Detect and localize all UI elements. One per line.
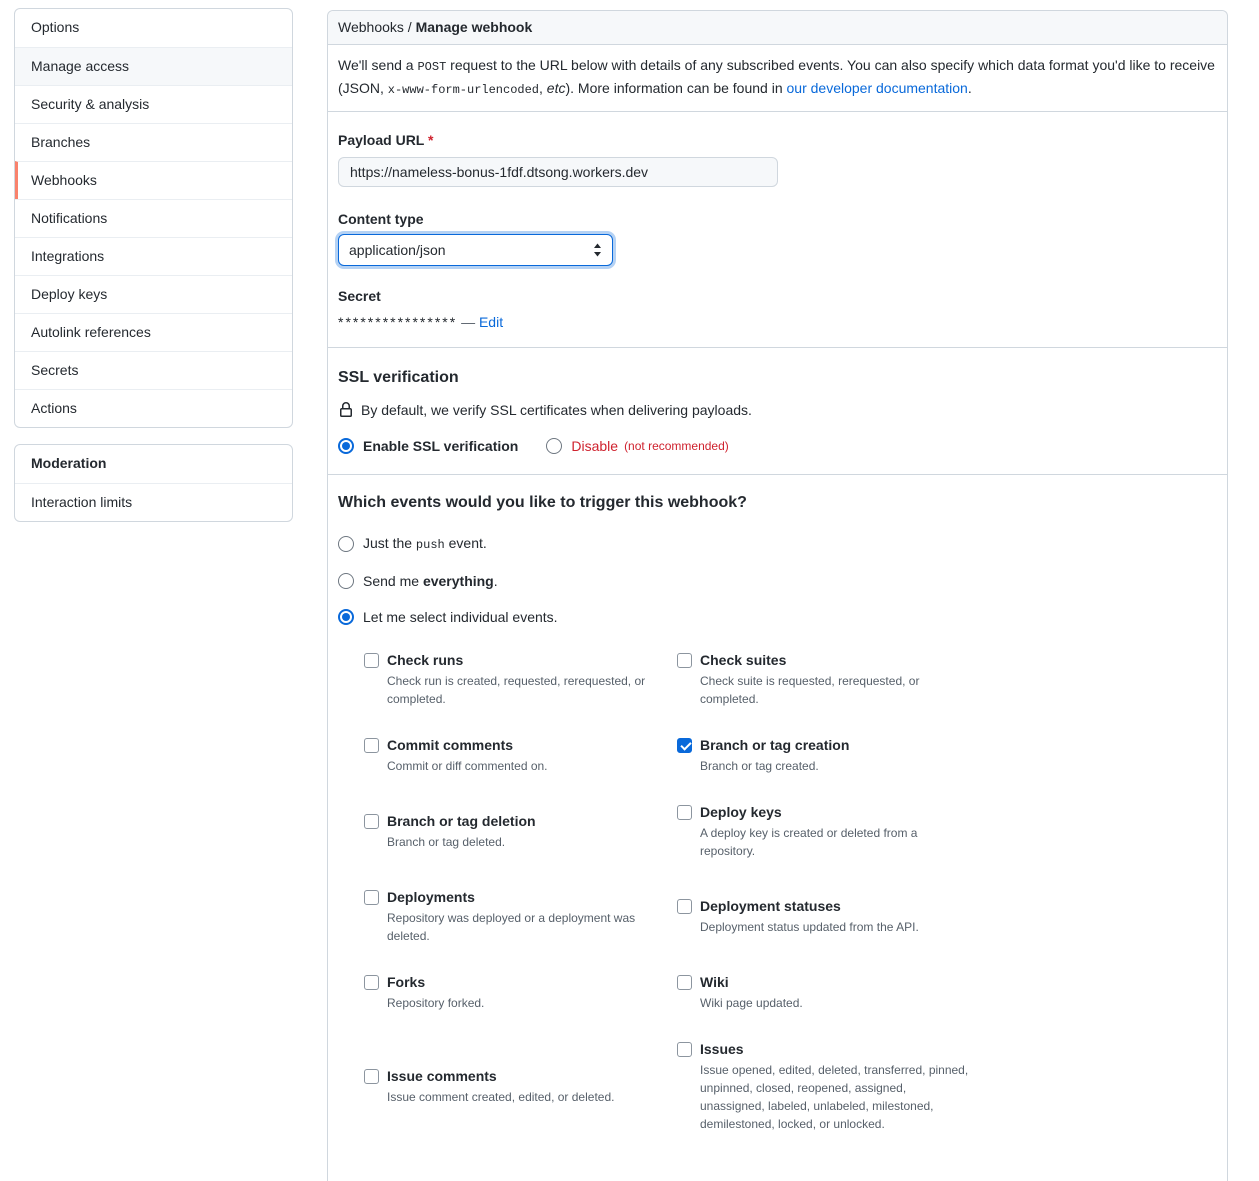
event-cell — [677, 651, 990, 736]
settings-sidebar — [14, 8, 293, 522]
deployment-statuses-option[interactable] — [677, 897, 990, 915]
issues-option[interactable] — [677, 1040, 990, 1058]
event-grid-row — [364, 973, 990, 1040]
individual-events-label: Let me select individual events. — [363, 609, 558, 625]
secret-edit-link[interactable]: Edit — [478, 314, 504, 330]
sidebar-item-branches[interactable]: Branches — [15, 123, 292, 161]
secret-separator: — — [461, 314, 476, 330]
event-description: Check suite is requested, rerequested, or completed. — [700, 674, 920, 706]
event-description: Wiki page updated. — [700, 996, 803, 1010]
event-title: Issues — [700, 1041, 744, 1057]
issue-comments-option[interactable] — [364, 1067, 677, 1085]
required-asterisk: * — [428, 132, 434, 148]
event-description: Check run is created, requested, rerequested, or completed. — [387, 674, 646, 706]
moderation-nav-group — [14, 444, 293, 522]
disable-ssl-note: (not recommended) — [624, 439, 729, 453]
event-cell — [364, 1040, 677, 1161]
secret-value-row — [338, 314, 1217, 331]
deploy-keys-option[interactable] — [677, 803, 990, 821]
manage-webhook-panel — [327, 10, 1228, 1181]
event-grid-row — [364, 803, 990, 888]
event-cell — [677, 973, 990, 1040]
event-title: Forks — [387, 974, 426, 990]
deployments-option[interactable] — [364, 888, 677, 906]
intro-text: . — [967, 80, 972, 96]
event-title: Commit comments — [387, 737, 514, 753]
payload-url-input[interactable] — [338, 157, 778, 187]
ssl-radio-group — [338, 438, 1217, 454]
urlencoded-code: x-www-form-urlencoded — [387, 83, 540, 97]
branch-tag-deletion-option[interactable] — [364, 812, 677, 830]
etc-text: etc — [546, 80, 566, 96]
developer-documentation-link[interactable]: our developer documentation — [786, 80, 968, 96]
event-checkbox-grid — [364, 651, 990, 1161]
enable-ssl-radio-option[interactable] — [338, 438, 518, 454]
sidebar-item-integrations[interactable]: Integrations — [15, 237, 292, 275]
event-cell — [364, 973, 677, 1040]
event-title: Branch or tag deletion — [387, 813, 536, 829]
breadcrumb-current-page: Manage webhook — [415, 19, 533, 35]
issues-checkbox[interactable] — [677, 1042, 692, 1057]
event-description: Issue opened, edited, deleted, transferred, pinned, unpinned, closed, reopened, assigned, unassigned, labeled, unlabeled, milestoned, demilestoned, locked, or unlocked. — [700, 1063, 969, 1131]
branch-tag-creation-checkbox[interactable] — [677, 738, 692, 753]
event-title: Deploy keys — [700, 804, 782, 820]
event-cell — [677, 736, 990, 803]
sidebar-item-interaction-limits[interactable]: Interaction limits — [15, 483, 292, 521]
sidebar-item-security-analysis[interactable]: Security & analysis — [15, 85, 292, 123]
event-description: Repository forked. — [387, 996, 485, 1010]
forks-checkbox[interactable] — [364, 975, 379, 990]
deploy-keys-checkbox[interactable] — [677, 805, 692, 820]
select-arrows-icon — [593, 243, 602, 257]
ssl-note-text: By default, we verify SSL certificates when delivering payloads. — [361, 402, 752, 418]
check-runs-option[interactable] — [364, 651, 677, 669]
send-everything-radio[interactable] — [338, 573, 354, 589]
sidebar-item-autolink-references[interactable]: Autolink references — [15, 313, 292, 351]
event-title: Wiki — [700, 974, 729, 990]
secret-label: Secret — [338, 288, 381, 304]
content-type-select[interactable] — [338, 234, 613, 266]
content-type-selected-value: application/json — [349, 242, 446, 258]
event-grid-row — [364, 651, 990, 736]
event-grid-row — [364, 736, 990, 803]
event-cell — [677, 888, 990, 973]
breadcrumb-separator: / — [403, 19, 416, 35]
event-cell — [364, 736, 677, 803]
event-title: Check suites — [700, 652, 787, 668]
disable-ssl-radio[interactable] — [546, 438, 562, 454]
ssl-note-row — [338, 402, 1217, 418]
individual-events-radio-option[interactable] — [338, 609, 1217, 625]
check-suites-option[interactable] — [677, 651, 990, 669]
sidebar-item-options[interactable]: Options — [31, 19, 80, 35]
forks-option[interactable] — [364, 973, 677, 991]
event-grid-row — [364, 888, 990, 973]
ssl-verification-section — [328, 348, 1227, 475]
check-runs-checkbox[interactable] — [364, 653, 379, 668]
sidebar-item-webhooks[interactable]: Webhooks — [15, 161, 292, 199]
sidebar-item-secrets[interactable]: Secrets — [15, 351, 292, 389]
event-description: Commit or diff commented on. — [387, 759, 548, 773]
event-cell — [677, 803, 990, 888]
moderation-group-header: Moderation — [31, 455, 107, 471]
event-description: A deploy key is created or deleted from a repository. — [700, 826, 918, 858]
intro-text: ). More information can be found in — [565, 80, 787, 96]
intro-text: We'll send a — [338, 57, 418, 73]
enable-ssl-radio[interactable] — [338, 438, 354, 454]
event-cell — [677, 1040, 990, 1161]
event-description: Branch or tag created. — [700, 759, 819, 773]
just-push-label: Just the push event. — [363, 535, 487, 552]
secret-masked-value: **************** — [338, 314, 458, 330]
intro-text: , — [539, 80, 547, 96]
intro-text: request to the URL below with details of any subscribed events. You can also specify which data format you'd like to receive (JSON, — [338, 57, 1215, 96]
deployment-statuses-checkbox[interactable] — [677, 899, 692, 914]
event-title: Deployments — [387, 889, 475, 905]
event-cell — [364, 651, 677, 736]
check-suites-checkbox[interactable] — [677, 653, 692, 668]
breadcrumb-webhooks-link[interactable]: Webhooks — [338, 19, 404, 35]
disable-ssl-radio-option[interactable] — [546, 438, 728, 454]
event-description: Deployment status updated from the API. — [700, 920, 919, 934]
lock-icon — [338, 402, 354, 418]
send-everything-radio-option[interactable] — [338, 573, 1217, 589]
branch-tag-deletion-checkbox[interactable] — [364, 814, 379, 829]
sidebar-item-deploy-keys[interactable]: Deploy keys — [15, 275, 292, 313]
ssl-verification-heading: SSL verification — [338, 369, 459, 386]
just-push-radio[interactable] — [338, 536, 354, 552]
post-code: POST — [417, 60, 447, 74]
event-grid-row — [364, 1040, 990, 1161]
event-description: Repository was deployed or a deployment was deleted. — [387, 911, 636, 943]
event-title: Branch or tag creation — [700, 737, 850, 753]
enable-ssl-label: Enable SSL verification — [363, 438, 519, 454]
event-title: Deployment statuses — [700, 898, 841, 914]
send-everything-label: Send me everything. — [363, 573, 498, 589]
disable-ssl-label: Disable — [571, 438, 619, 454]
individual-events-radio[interactable] — [338, 609, 354, 625]
sidebar-item-manage-access[interactable]: Manage access — [15, 47, 292, 85]
content-type-label: Content type — [338, 211, 424, 227]
event-title: Check runs — [387, 652, 464, 668]
event-title: Issue comments — [387, 1068, 497, 1084]
just-push-radio-option[interactable] — [338, 535, 1217, 553]
events-section — [328, 475, 1227, 1181]
payload-url-label — [338, 132, 1217, 149]
sidebar-item-notifications[interactable]: Notifications — [15, 199, 292, 237]
commit-comments-checkbox[interactable] — [364, 738, 379, 753]
deployments-checkbox[interactable] — [364, 890, 379, 905]
event-cell — [364, 803, 677, 888]
issue-comments-checkbox[interactable] — [364, 1069, 379, 1084]
wiki-checkbox[interactable] — [677, 975, 692, 990]
webhook-intro-text — [328, 45, 1227, 112]
wiki-option[interactable] — [677, 973, 990, 991]
payload-url-label-text: Payload URL — [338, 132, 425, 148]
branch-tag-creation-option[interactable] — [677, 736, 990, 754]
webhook-form — [328, 112, 1227, 348]
push-code: push — [415, 538, 445, 552]
event-description: Branch or tag deleted. — [387, 835, 506, 849]
commit-comments-option[interactable] — [364, 736, 677, 754]
sidebar-item-actions[interactable]: Actions — [15, 389, 292, 427]
event-description: Issue comment created, edited, or deleted. — [387, 1090, 615, 1104]
event-cell — [364, 888, 677, 973]
breadcrumb — [328, 11, 1227, 45]
events-heading: Which events would you like to trigger this webhook? — [338, 494, 747, 511]
settings-nav-group — [14, 8, 293, 428]
